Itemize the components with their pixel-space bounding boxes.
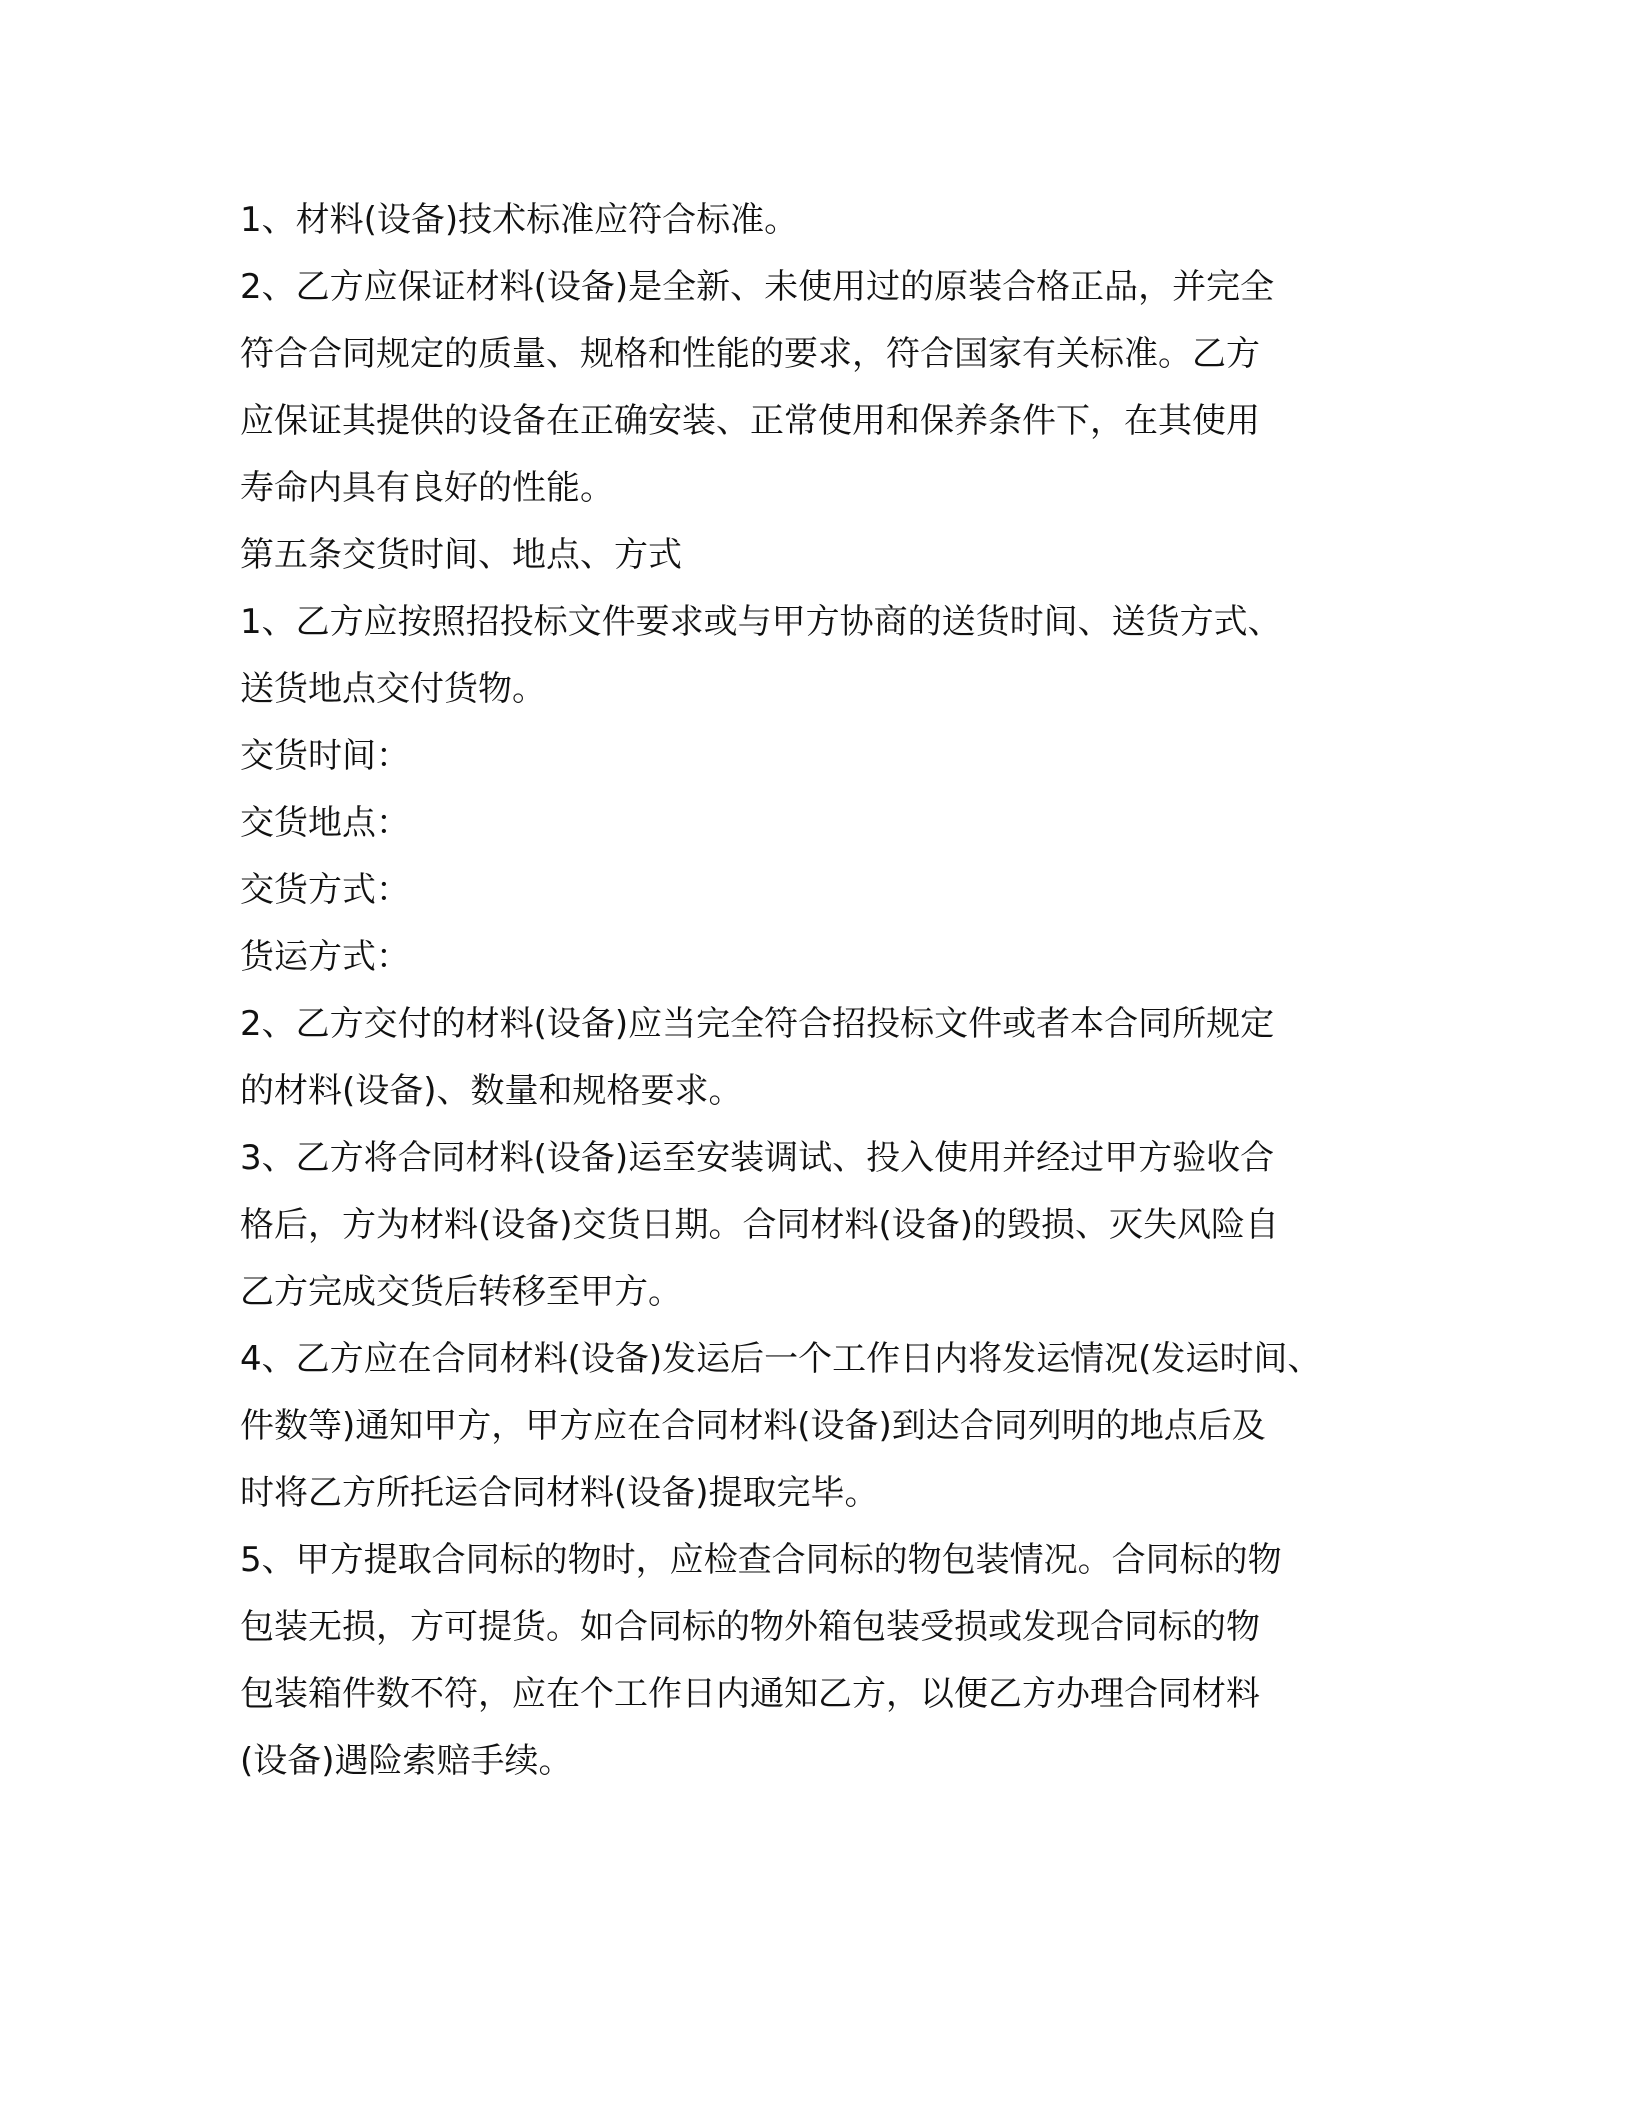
text-line-20: 时将乙方所托运合同材料(设备)提取完毕。	[240, 1473, 879, 1513]
delivery-time-label: 交货时间：	[240, 736, 410, 776]
section-heading-article-5: 第五条交货时间、地点、方式	[240, 535, 682, 575]
text-line-1: 1、材料(设备)技术标准应符合标准。	[240, 200, 799, 240]
delivery-method-label: 交货方式：	[240, 870, 410, 910]
text-line-7: 1、乙方应按照招投标文件要求或与甲方协商的送货时间、送货方式、	[240, 602, 1282, 642]
text-line-21: 5、甲方提取合同标的物时，应检查合同标的物包装情况。合同标的物	[240, 1540, 1282, 1580]
text-line-17: 乙方完成交货后转移至甲方。	[240, 1272, 682, 1312]
text-line-23: 包装箱件数不符，应在个工作日内通知乙方，以便乙方办理合同材料	[240, 1674, 1260, 1714]
document-body	[240, 187, 1420, 1795]
text-line-19: 件数等)通知甲方，甲方应在合同材料(设备)到达合同列明的地点后及	[240, 1406, 1266, 1446]
text-line-15: 3、乙方将合同材料(设备)运至安装调试、投入使用并经过甲方验收合	[240, 1138, 1275, 1178]
text-line-18: 4、乙方应在合同材料(设备)发运后一个工作日内将发运情况(发运时间、	[240, 1339, 1322, 1379]
text-line-2: 2、乙方应保证材料(设备)是全新、未使用过的原装合格正品，并完全	[240, 267, 1275, 307]
text-line-13: 2、乙方交付的材料(设备)应当完全符合招投标文件或者本合同所规定	[240, 1004, 1275, 1044]
text-line-16: 格后，方为材料(设备)交货日期。合同材料(设备)的毁损、灭失风险自	[240, 1205, 1280, 1245]
shipping-method-label: 货运方式：	[240, 937, 410, 977]
text-line-8: 送货地点交付货物。	[240, 669, 546, 709]
text-line-14: 的材料(设备)、数量和规格要求。	[240, 1071, 743, 1111]
text-line-3: 符合合同规定的质量、规格和性能的要求，符合国家有关标准。乙方	[240, 334, 1260, 374]
text-line-24: (设备)遇险索赔手续。	[240, 1741, 573, 1781]
text-line-4: 应保证其提供的设备在正确安装、正常使用和保养条件下，在其使用	[240, 401, 1260, 441]
delivery-place-label: 交货地点：	[240, 803, 410, 843]
text-line-5: 寿命内具有良好的性能。	[240, 468, 614, 508]
text-line-22: 包装无损，方可提货。如合同标的物外箱包装受损或发现合同标的物	[240, 1607, 1260, 1647]
